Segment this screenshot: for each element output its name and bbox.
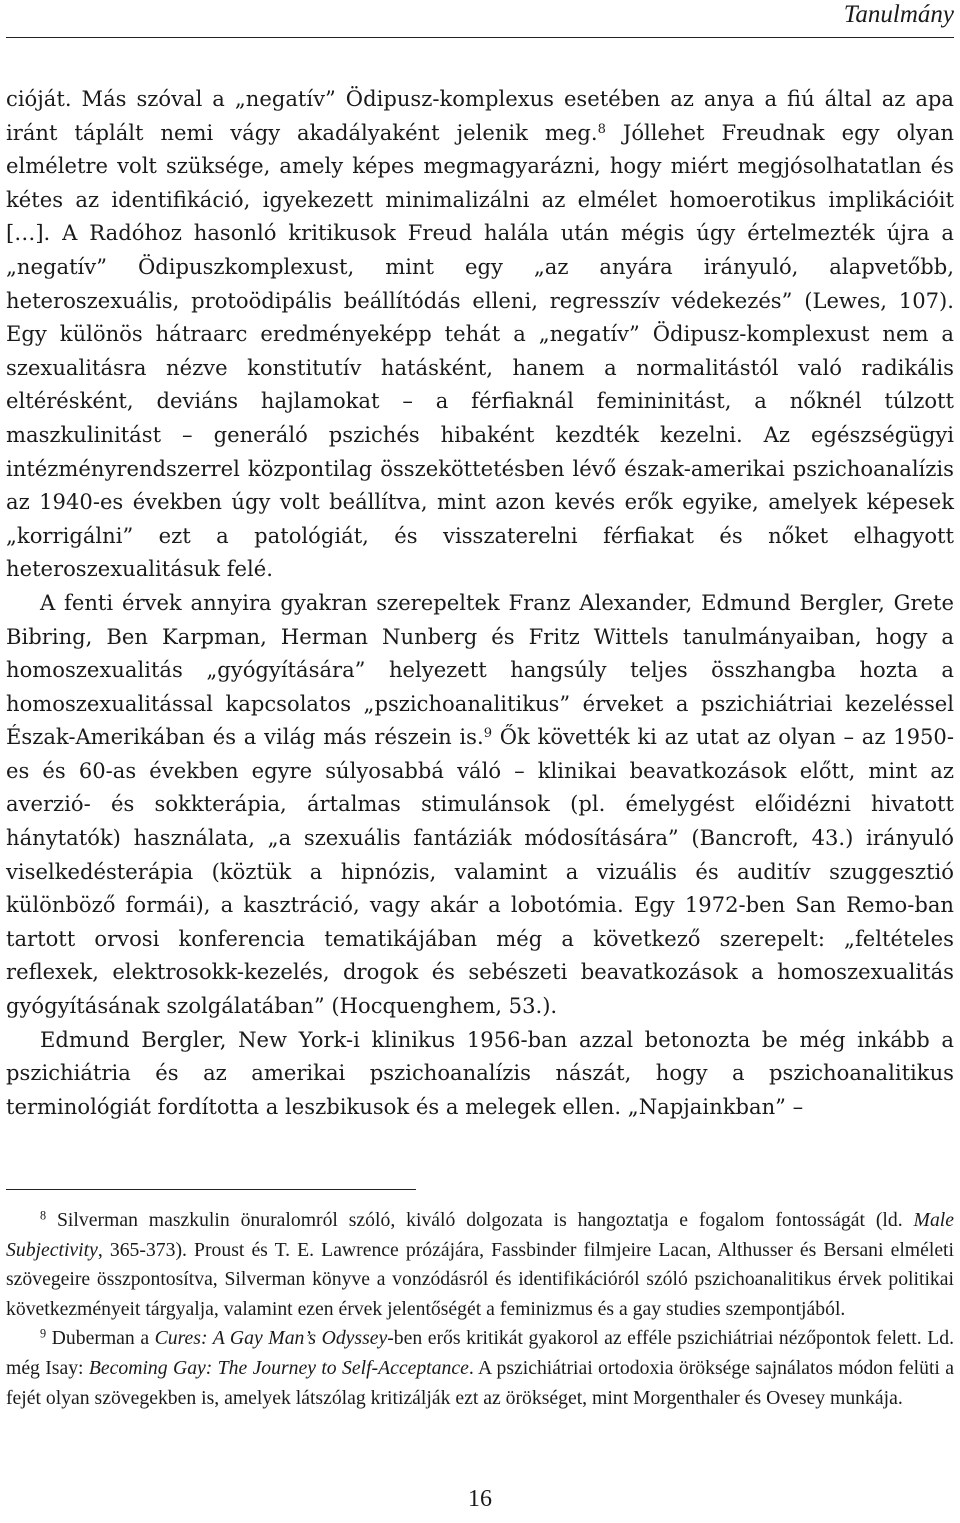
footnote-8-text-2: , 365-373). Proust és T. E. Lawrence prózájára, Fassbinder filmjeire Lacan, Althusser és Bersani elméleti szövegeire összpontosítva, Silverman könyve a vonzódásról és identifikációról szóló pszichoanalitikus érvek politikai következményeit tárgyalja, valamint ezen érvek jelentőségét a feminizmus és a gay studies szempontjából. xyxy=(6,1238,954,1320)
footnotes xyxy=(6,1206,954,1413)
footnote-9-text-1: Duberman a xyxy=(51,1327,150,1350)
paragraph-2 xyxy=(6,586,954,1023)
footnote-9-text-2: -ben erős kritikát gyakorol az efféle pszichiátriai nézőpontok felett. Ld. még Isay: xyxy=(6,1327,955,1379)
running-header: Tanulmány xyxy=(843,1,954,28)
paragraph-1-part-b: Jóllehet Freudnak egy olyan elméletre volt szüksége, amely képes megmagyarázni, hogy miért megjósolhatatlan és kétes az identifikáció, igyekezett minimalizálni az elmélet homoerotikus implikációit […]. A Radóhoz hasonló kritikusok Freud halála után mégis úgy értelmezték újra a „negatív” Ödipuszkomplexust, mint egy „az anyára irányuló, alapvetőbb, heteroszexuális, protoödipális beállítódás elleni, regresszív védekezés” (Lewes, 107). Egy különös hátraarc eredményeképp tehát a „negatív” Ödipusz-komplexust nem a szexualitásra nézve konstitutív hatásként, hanem a normalitástól való radikális eltérésként, deviáns hajlamokat – a férfiaknál femininitást, a nőknél túlzott maszkulinitást – generáló pszichés hibaként kezdték kezelni. Az egészségügyi intézményrendszerrel központilag összeköttetésben lévő észak-amerikai pszichoanalízis az 1940-es években úgy volt beállítva, mint azon kevés erők egyike, amelyek képesek „korrigálni” ezt a patológiát, és visszaterelni férfiakat és nőket elhagyott heteroszexualitásuk felé. xyxy=(6,119,955,582)
footnote-number-9: 9 xyxy=(40,1326,47,1341)
footnote-9 xyxy=(6,1324,954,1413)
footnote-8 xyxy=(6,1206,954,1324)
footnote-ref-8[interactable]: 8 xyxy=(597,121,606,137)
footnote-9-title-1: Cures: A Gay Man’s Odyssey xyxy=(154,1327,388,1350)
paragraph-1-part-a: cióját. Más szóval a „negatív” Ödipusz-komplexus esetében az anya a fiú által az apa iránt táplált nemi vágy akadályaként jelenik meg. xyxy=(6,86,954,145)
page-number: 16 xyxy=(468,1486,492,1512)
footnote-8-text-1: Silverman maszkulin önuralomról szóló, kiváló dolgozata is hangoztatja e fogalom fontosságát (ld. xyxy=(56,1209,903,1231)
main-text xyxy=(6,82,954,1123)
footnote-9-text-3: . A pszichiátriai ortodoxia öröksége sajnálatos módon felüti a fejét olyan szövegekben is, amelyek látszólag kritizálják ezt az örökséget, mint Morgenthaler és Ovesey munkája. xyxy=(6,1356,954,1409)
header-rule xyxy=(6,37,954,38)
paragraph-2-part-a: A fenti érvek annyira gyakran szerepeltek Franz Alexander, Edmund Bergler, Grete Bibring, Ben Karpman, Herman Nunberg és Fritz Wittels tanulmányaiban, hogy a homoszexualitás „gyógyítására” helyezett hangsúly teljes összhangba hozta a homoszexualitással kapcsolatos „pszichoanalitikus” érveket a pszichiátriai kezeléssel Észak-Amerikában és a világ más részein is. xyxy=(6,589,954,750)
footnote-9-title-2: Becoming Gay: The Journey to Self-Acceptance xyxy=(88,1356,469,1379)
footnote-8-title: Male Subjectivity xyxy=(6,1209,954,1261)
paragraph-1 xyxy=(6,82,954,586)
footnote-number-8: 8 xyxy=(40,1208,47,1223)
footnote-separator xyxy=(6,1189,416,1190)
paragraph-2-part-b: Ők követték ki az utat az olyan – az 1950-es és 60-as években egyre súlyosabbá váló – klinikai beavatkozások előtt, mint az averzió- és sokkterápia, ártalmas stimulánsok (pl. émelygést előidézni hivatott hánytatók) használata, „a szexuális fantáziák módosítására” (Bancroft, 43.) irányuló viselkedésterápia (köztük a hipnózis, valamint a vizuális és auditív szuggesztió különböző formái), a kasztráció, vagy akár a lobotómia. Egy 1972-ben San Remo-ban tartott orvosi konferencia tematikájában még a következő szerepelt: „feltételes reflexek, elektrosokk-kezelés, drogok és sebészeti beavatkozások a homoszexualitás gyógyításának szolgálatában” (Hocquenghem, 53.). xyxy=(6,724,954,1019)
footnote-ref-9[interactable]: 9 xyxy=(483,726,493,742)
paragraph-3: Edmund Bergler, New York-i klinikus 1956-ban azzal betonozta be még inkább a pszichiátria és az amerikai pszichoanalízis nászát, hogy a pszichoanalitikus terminológiát fordította a leszbikusok és a melegek ellen. „Napjainkban” – xyxy=(6,1026,954,1119)
